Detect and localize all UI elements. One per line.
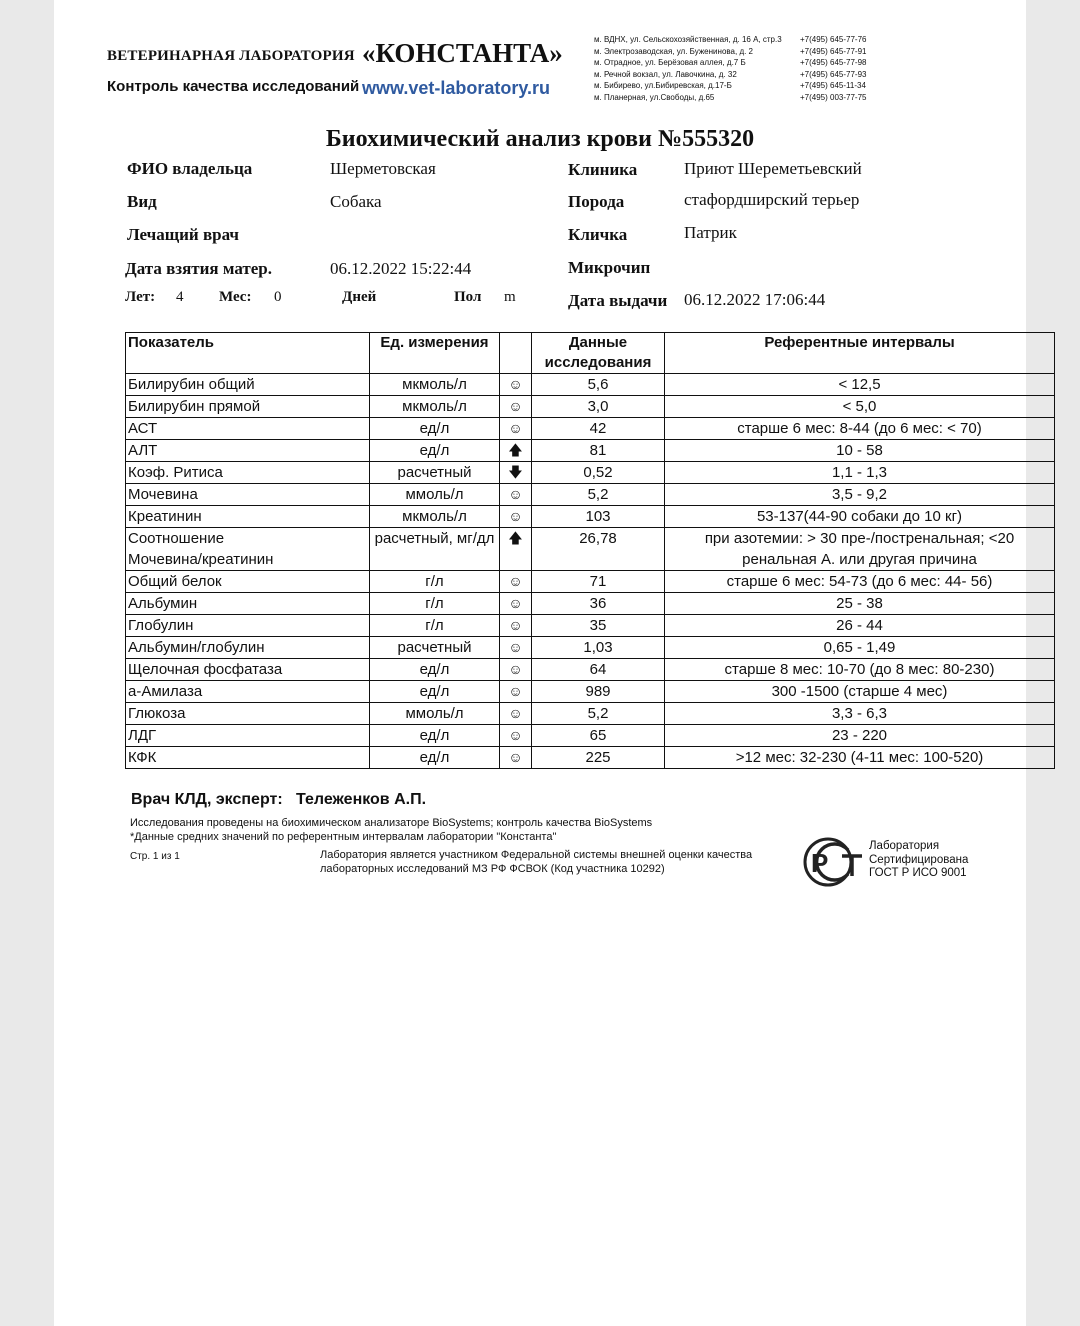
table-row <box>126 440 1055 462</box>
table-cell: Коэф. Ритиса <box>126 462 370 484</box>
header-parameter: Показатель <box>126 333 370 374</box>
results-table <box>125 332 1055 769</box>
text-line: +7(495) 645-77-93 <box>800 69 867 79</box>
table-row <box>126 418 1055 440</box>
sex-value: m <box>504 289 516 305</box>
table-cell: Билирубин прямой <box>126 396 370 418</box>
days-label: Дней <box>342 289 377 305</box>
table-cell: Общий белок <box>126 571 370 593</box>
header-value: Данные исследования <box>532 333 665 374</box>
pet-name-value: Патрик <box>684 223 737 242</box>
table-cell: ммоль/л <box>370 484 500 506</box>
table-row <box>126 659 1055 681</box>
text-line: м. Планерная, ул.Свободы, д.65 <box>594 92 715 102</box>
table-cell: старше 6 мес: 54-73 (до 6 мес: 44- 56) <box>665 571 1055 593</box>
table-cell: мкмоль/л <box>370 374 500 396</box>
table-cell: 71 <box>532 571 665 593</box>
pet-name-label: Кличка <box>568 225 628 244</box>
table-cell: 103 <box>532 506 665 528</box>
table-cell: 53-137(44-90 собаки до 10 кг) <box>665 506 1055 528</box>
fsvok-line-2: лабораторных исследований МЗ РФ ФСВОК (Код участника 10292) <box>320 863 665 875</box>
table-cell: 1,1 - 1,3 <box>665 462 1055 484</box>
table-cell: Щелочная фосфатаза <box>126 659 370 681</box>
table-cell: ммоль/л <box>370 703 500 725</box>
issue-date-label: Дата выдачи <box>568 291 668 310</box>
table-cell: АСТ <box>126 418 370 440</box>
table-cell: 81 <box>532 440 665 462</box>
text-line: м. Электрозаводская, ул. Буженинова, д. 2 <box>594 46 754 56</box>
sample-date-label: Дата взятия матер. <box>125 259 272 278</box>
table-cell: 35 <box>532 615 665 637</box>
table-cell: Альбумин/глобулин <box>126 637 370 659</box>
table-cell: а-Амилаза <box>126 681 370 703</box>
table-cell: 5,2 <box>532 484 665 506</box>
table-row <box>126 747 1055 769</box>
expert-name: Тележенков А.П. <box>296 791 427 808</box>
table-cell: < 5,0 <box>665 396 1055 418</box>
certification-text <box>869 840 968 881</box>
analyzer-note: Исследования проведены на биохимическом анализаторе BioSystems; контроль качества BioSystems <box>130 817 653 829</box>
text-line: м. ВДНХ, ул. Сельскохозяйственная, д. 16 А, стр.3 <box>594 35 782 44</box>
table-cell: 65 <box>532 725 665 747</box>
smile-icon: ☺ <box>500 396 532 418</box>
table-cell: 42 <box>532 418 665 440</box>
smile-icon: ☺ <box>500 593 532 615</box>
doctor-label: Лечащий врач <box>127 225 239 244</box>
table-cell: 3,3 - 6,3 <box>665 703 1055 725</box>
text-line: +7(495) 003-77-75 <box>800 92 867 102</box>
report-title: Биохимический анализ крови №555320 <box>325 126 755 152</box>
issue-date-value: 06.12.2022 17:06:44 <box>684 290 826 309</box>
table-cell: г/л <box>370 615 500 637</box>
address-row <box>594 57 880 69</box>
smile-icon: ☺ <box>500 681 532 703</box>
table-cell: 5,6 <box>532 374 665 396</box>
table-cell: 25 - 38 <box>665 593 1055 615</box>
table-cell: 3,5 - 9,2 <box>665 484 1055 506</box>
table-cell: 1,03 <box>532 637 665 659</box>
sample-date-value: 06.12.2022 15:22:44 <box>330 259 472 278</box>
lab-label: ВЕТЕРИНАРНАЯ ЛАБОРАТОРИЯ <box>107 48 355 64</box>
owner-label: ФИО владельца <box>127 159 253 178</box>
smile-icon: ☺ <box>500 747 532 769</box>
table-cell: 989 <box>532 681 665 703</box>
table-cell: 0,52 <box>532 462 665 484</box>
table-cell: 26,78 <box>532 528 665 571</box>
chip-label: Микрочип <box>568 258 651 277</box>
arrow-up-icon: 🡅 <box>500 440 532 462</box>
smile-icon: ☺ <box>500 374 532 396</box>
text-line: ренальная А. или другая причина <box>742 551 977 568</box>
table-row <box>126 396 1055 418</box>
table-cell: мкмоль/л <box>370 396 500 418</box>
smile-icon: ☺ <box>500 725 532 747</box>
text-line: Мочевина/креатинин <box>128 551 274 568</box>
text-line: м. Бибирево, ул.Бибиревская, д.17-Б <box>594 81 732 90</box>
table-cell: 26 - 44 <box>665 615 1055 637</box>
table-cell: 3,0 <box>532 396 665 418</box>
years-value: 4 <box>176 289 184 305</box>
text-line: при азотемии: > 30 пре-/постренальная; <20 <box>704 530 1015 547</box>
text-line: Соотношение <box>128 530 225 547</box>
table-cell: 5,2 <box>532 703 665 725</box>
table-row <box>126 615 1055 637</box>
table-cell: г/л <box>370 593 500 615</box>
text-line: м. Отрадное, ул. Берёзовая аллея, д.7 Б <box>594 58 746 67</box>
table-cell: Билирубин общий <box>126 374 370 396</box>
months-value: 0 <box>274 289 282 305</box>
table-row <box>126 703 1055 725</box>
table-row <box>126 571 1055 593</box>
expert-label: Врач КЛД, эксперт: <box>131 791 283 808</box>
arrow-up-icon: 🡅 <box>500 528 532 571</box>
header-unit: Ед. измерения <box>370 333 500 374</box>
breed-label: Порода <box>568 192 625 211</box>
text-line: +7(495) 645-77-91 <box>800 46 867 56</box>
lab-name: «КОНСТАНТА» <box>362 38 563 68</box>
table-cell: АЛТ <box>126 440 370 462</box>
owner-value: Шерметовская <box>330 159 436 178</box>
arrow-down-icon: 🡇 <box>500 462 532 484</box>
table-cell: мкмоль/л <box>370 506 500 528</box>
address-list <box>594 34 880 103</box>
address-row <box>594 34 880 46</box>
table-cell: < 12,5 <box>665 374 1055 396</box>
table-cell: 36 <box>532 593 665 615</box>
expert-line <box>131 791 426 809</box>
table-cell: расчетный <box>370 462 500 484</box>
table-cell: Глюкоза <box>126 703 370 725</box>
table-cell: Креатинин <box>126 506 370 528</box>
smile-icon: ☺ <box>500 571 532 593</box>
page-number: Стр. 1 из 1 <box>130 851 180 862</box>
table-cell: ед/л <box>370 725 500 747</box>
clinic-value: Приют Шереметьевский <box>684 159 862 178</box>
table-cell: Глобулин <box>126 615 370 637</box>
address-row <box>594 80 880 92</box>
table-cell: 225 <box>532 747 665 769</box>
text-line: ГОСТ Р ИСО 9001 <box>869 867 967 879</box>
table-cell: г/л <box>370 571 500 593</box>
table-row <box>126 725 1055 747</box>
text-line: м. Речной вокзал, ул. Лавочкина, д. 32 <box>594 69 737 79</box>
svg-text:Р: Р <box>811 848 829 878</box>
smile-icon: ☺ <box>500 703 532 725</box>
table-row <box>126 528 1055 571</box>
table-row <box>126 462 1055 484</box>
table-cell: 64 <box>532 659 665 681</box>
fsvok-line-1: Лаборатория является участником Федеральной системы внешней оценки качества <box>320 849 753 861</box>
text-line: Лаборатория <box>869 840 940 852</box>
table-row <box>126 681 1055 703</box>
address-row <box>594 92 880 104</box>
table-row <box>126 593 1055 615</box>
months-label: Мес: <box>219 289 252 305</box>
years-label: Лет: <box>125 289 156 305</box>
table-cell: Альбумин <box>126 593 370 615</box>
smile-icon: ☺ <box>500 615 532 637</box>
table-cell: ед/л <box>370 418 500 440</box>
smile-icon: ☺ <box>500 637 532 659</box>
table-cell: ЛДГ <box>126 725 370 747</box>
address-row <box>594 69 880 81</box>
table-cell: ед/л <box>370 659 500 681</box>
table-cell: ед/л <box>370 440 500 462</box>
species-label: Вид <box>127 192 157 211</box>
table-cell: 0,65 - 1,49 <box>665 637 1055 659</box>
header-reference: Референтные интервалы <box>665 333 1055 374</box>
text-line: +7(495) 645-77-98 <box>800 58 867 67</box>
table-row <box>126 506 1055 528</box>
header-flag <box>500 333 532 374</box>
table-row <box>126 637 1055 659</box>
table-cell: >12 мес: 32-230 (4-11 мес: 100-520) <box>665 747 1055 769</box>
reference-note: *Данные средних значений по референтным интервалам лаборатории "Константа" <box>130 831 557 843</box>
smile-icon: ☺ <box>500 484 532 506</box>
text-line: +7(495) 645-11-34 <box>800 81 866 90</box>
lab-url[interactable]: www.vet-laboratory.ru <box>362 78 551 98</box>
table-cell: КФК <box>126 747 370 769</box>
table-cell: ед/л <box>370 681 500 703</box>
report-page <box>54 0 1026 1326</box>
table-cell: старше 6 мес: 8-44 (до 6 мес: < 70) <box>665 418 1055 440</box>
table-cell: расчетный, мг/дл <box>370 528 500 571</box>
table-cell: 23 - 220 <box>665 725 1055 747</box>
text-line: +7(495) 645-77-76 <box>800 35 867 44</box>
address-row <box>594 46 880 58</box>
clinic-label: Клиника <box>568 160 638 179</box>
sex-label: Пол <box>454 289 482 305</box>
table-cell: 10 - 58 <box>665 440 1055 462</box>
breed-value: стафордширский терьер <box>684 190 860 209</box>
table-cell: ед/л <box>370 747 500 769</box>
table-cell: 300 -1500 (старше 4 мес) <box>665 681 1055 703</box>
table-cell <box>126 528 370 571</box>
lab-subtitle: Контроль качества исследований <box>107 78 360 95</box>
table-header-row <box>126 333 1055 374</box>
smile-icon: ☺ <box>500 659 532 681</box>
table-row <box>126 484 1055 506</box>
species-value: Собака <box>330 192 382 211</box>
text-line: Сертифицирована <box>869 853 969 866</box>
table-cell <box>665 528 1055 571</box>
table-cell: старше 8 мес: 10-70 (до 8 мес: 80-230) <box>665 659 1055 681</box>
table-row <box>126 374 1055 396</box>
smile-icon: ☺ <box>500 506 532 528</box>
table-cell: Мочевина <box>126 484 370 506</box>
rst-certification-logo-icon <box>802 836 866 888</box>
smile-icon: ☺ <box>500 418 532 440</box>
table-cell: расчетный <box>370 637 500 659</box>
